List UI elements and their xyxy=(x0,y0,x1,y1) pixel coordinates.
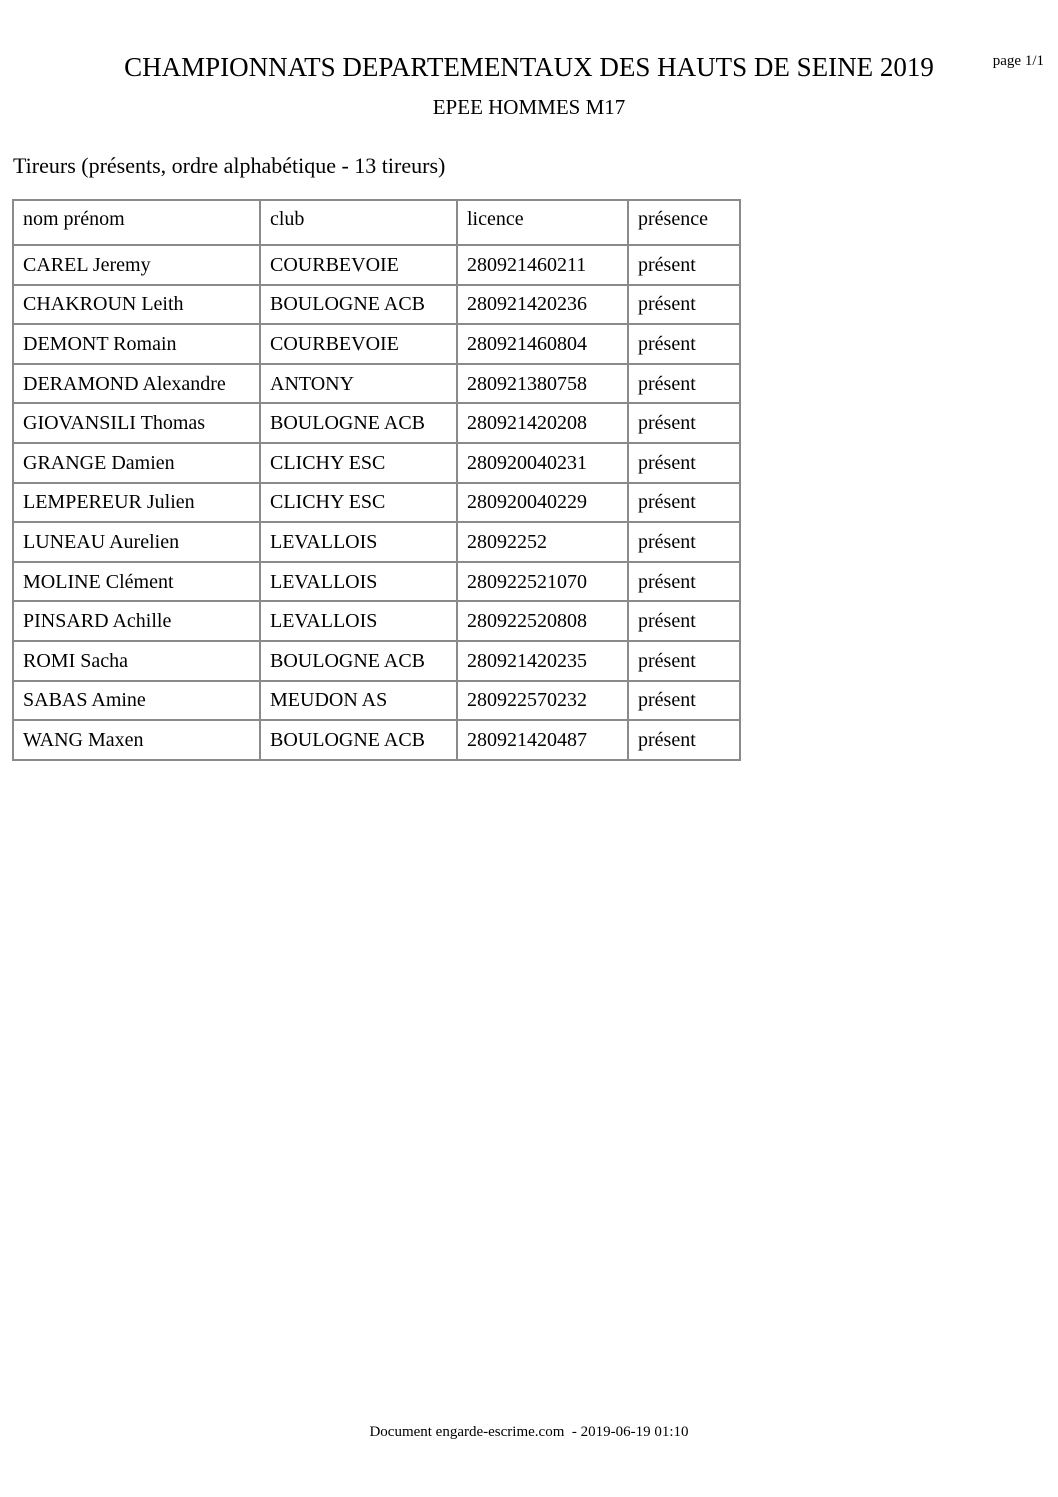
cell-licence: 280922521070 xyxy=(458,563,629,603)
cell-licence: 28092252 xyxy=(458,523,629,563)
cell-name: ROMI Sacha xyxy=(14,642,261,682)
column-header-licence: licence xyxy=(458,201,629,246)
cell-licence: 280921380758 xyxy=(458,365,629,405)
cell-name: PINSARD Achille xyxy=(14,602,261,642)
cell-club: LEVALLOIS xyxy=(261,602,458,642)
table-row xyxy=(14,325,741,365)
cell-licence: 280921420235 xyxy=(458,642,629,682)
cell-presence: présent xyxy=(629,484,741,524)
cell-name: SABAS Amine xyxy=(14,682,261,722)
cell-presence: présent xyxy=(629,365,741,405)
cell-presence: présent xyxy=(629,602,741,642)
cell-club: CLICHY ESC xyxy=(261,444,458,484)
table-row xyxy=(14,563,741,603)
cell-name: GIOVANSILI Thomas xyxy=(14,404,261,444)
cell-name: LUNEAU Aurelien xyxy=(14,523,261,563)
cell-name: CAREL Jeremy xyxy=(14,246,261,286)
document-subtitle: EPEE HOMMES M17 xyxy=(432,95,626,119)
cell-presence: présent xyxy=(629,523,741,563)
page-number: page 1/1 xyxy=(992,53,1044,69)
cell-name: DERAMOND Alexandre xyxy=(14,365,261,405)
column-header-name: nom prénom xyxy=(14,201,261,246)
cell-presence: présent xyxy=(629,286,741,326)
table-row xyxy=(14,484,741,524)
cell-club: BOULOGNE ACB xyxy=(261,286,458,326)
table-row xyxy=(14,286,741,326)
cell-name: LEMPEREUR Julien xyxy=(14,484,261,524)
cell-club: LEVALLOIS xyxy=(261,563,458,603)
cell-presence: présent xyxy=(629,642,741,682)
fencers-table xyxy=(12,199,741,761)
section-heading: Tireurs (présents, ordre alphabétique - 13 tireurs) xyxy=(13,153,446,178)
cell-licence: 280920040231 xyxy=(458,444,629,484)
table-header-row xyxy=(14,201,741,246)
table-row xyxy=(14,404,741,444)
document-title: CHAMPIONNATS DEPARTEMENTAUX DES HAUTS DE SEINE 2019 xyxy=(124,52,934,82)
cell-licence: 280921420487 xyxy=(458,721,629,761)
cell-licence: 280920040229 xyxy=(458,484,629,524)
cell-name: CHAKROUN Leith xyxy=(14,286,261,326)
table-row xyxy=(14,246,741,286)
table-row xyxy=(14,642,741,682)
cell-licence: 280921420236 xyxy=(458,286,629,326)
table-row xyxy=(14,523,741,563)
cell-club: CLICHY ESC xyxy=(261,484,458,524)
cell-club: BOULOGNE ACB xyxy=(261,404,458,444)
cell-name: DEMONT Romain xyxy=(14,325,261,365)
cell-presence: présent xyxy=(629,246,741,286)
table-row xyxy=(14,602,741,642)
cell-presence: présent xyxy=(629,325,741,365)
cell-club: MEUDON AS xyxy=(261,682,458,722)
column-header-presence: présence xyxy=(629,201,741,246)
cell-presence: présent xyxy=(629,721,741,761)
cell-club: BOULOGNE ACB xyxy=(261,721,458,761)
document-footer: Document engarde-escrime.com - 2019-06-19 01:10 xyxy=(369,1424,689,1440)
cell-name: WANG Maxen xyxy=(14,721,261,761)
cell-licence: 280921460804 xyxy=(458,325,629,365)
table-row xyxy=(14,365,741,405)
cell-name: GRANGE Damien xyxy=(14,444,261,484)
cell-presence: présent xyxy=(629,682,741,722)
cell-licence: 280922520808 xyxy=(458,602,629,642)
cell-club: COURBEVOIE xyxy=(261,325,458,365)
table-row xyxy=(14,444,741,484)
table-row xyxy=(14,721,741,761)
cell-club: BOULOGNE ACB xyxy=(261,642,458,682)
cell-licence: 280922570232 xyxy=(458,682,629,722)
cell-presence: présent xyxy=(629,444,741,484)
cell-club: COURBEVOIE xyxy=(261,246,458,286)
cell-club: LEVALLOIS xyxy=(261,523,458,563)
cell-club: ANTONY xyxy=(261,365,458,405)
cell-licence: 280921420208 xyxy=(458,404,629,444)
cell-name: MOLINE Clément xyxy=(14,563,261,603)
column-header-club: club xyxy=(261,201,458,246)
table-row xyxy=(14,682,741,722)
cell-presence: présent xyxy=(629,404,741,444)
cell-presence: présent xyxy=(629,563,741,603)
cell-licence: 280921460211 xyxy=(458,246,629,286)
